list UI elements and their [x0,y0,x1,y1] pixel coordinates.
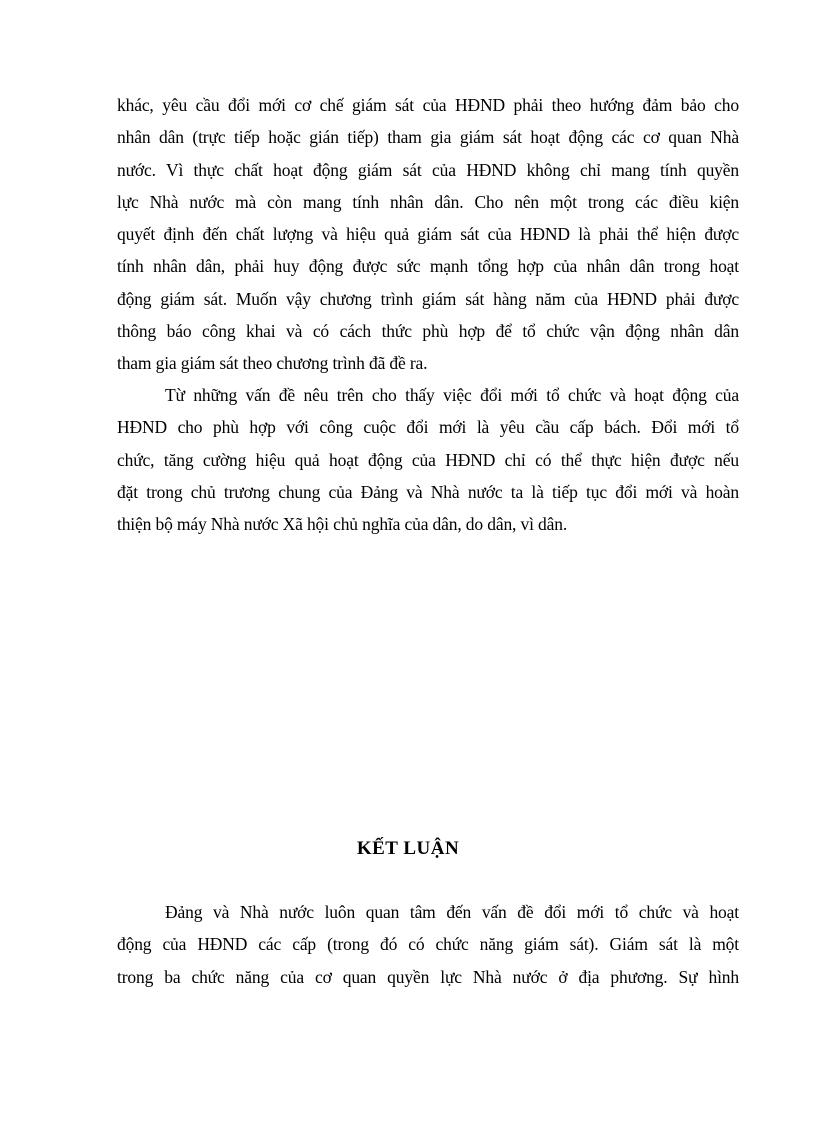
paragraph-line: trong ba chức năng của cơ quan quyền lực Nhà nước ở địa phương. Sự hình [117,966,739,987]
paragraph-line: Đảng và Nhà nước luôn quan tâm đến vấn đề đổi mới tổ chức và hoạt [165,902,739,922]
body-paragraph-1 [117,89,739,380]
paragraph-line: đặt trong chủ trương chung của Đảng và Nhà nước ta là tiếp tục đổi mới và hoàn [117,481,739,502]
paragraph-line: Từ những vấn đề nêu trên cho thấy việc đổi mới tổ chức và hoạt động của [165,385,739,405]
paragraph-line: nhân dân (trực tiếp hoặc gián tiếp) tham gia giám sát hoạt động các cơ quan Nhà [117,127,739,148]
paragraph-line: chức, tăng cường hiệu quả hoạt động của HĐND chỉ có thể thực hiện được nếu [117,449,739,470]
section-heading: KẾT LUẬN [356,838,460,859]
paragraph-line: tính nhân dân, phải huy động được sức mạnh tổng hợp của nhân dân trong hoạt [117,256,739,277]
paragraph-line: quyết định đến chất lượng và hiệu quả giám sát của HĐND là phải thể hiện được [117,224,739,245]
paragraph-line: thiện bộ máy Nhà nước Xã hội chủ nghĩa của dân, do dân, vì dân. [117,514,568,535]
body-paragraph-3 [117,896,739,993]
paragraph-line: nước. Vì thực chất hoạt động giám sát của HĐND không chỉ mang tính quyền [117,159,739,180]
paragraph-line: lực Nhà nước mà còn mang tính nhân dân. Cho nên một trong các điều kiện [117,191,739,212]
paragraph-line: động giám sát. Muốn vậy chương trình giám sát hàng năm của HĐND phải được [117,288,739,309]
paragraph-line: tham gia giám sát theo chương trình đã đề ra. [117,353,428,374]
paragraph-line: thông báo công khai và có cách thức phù hợp để tổ chức vận động nhân dân [117,321,739,342]
body-paragraph-2 [117,379,739,540]
paragraph-line: HĐND cho phù hợp với công cuộc đổi mới là yêu cầu cấp bách. Đổi mới tổ [117,417,739,438]
paragraph-line: động của HĐND các cấp (trong đó có chức năng giám sát). Giám sát là một [117,934,739,955]
paragraph-line: khác, yêu cầu đổi mới cơ chế giám sát của HĐND phải theo hướng đảm bảo cho [117,95,739,115]
